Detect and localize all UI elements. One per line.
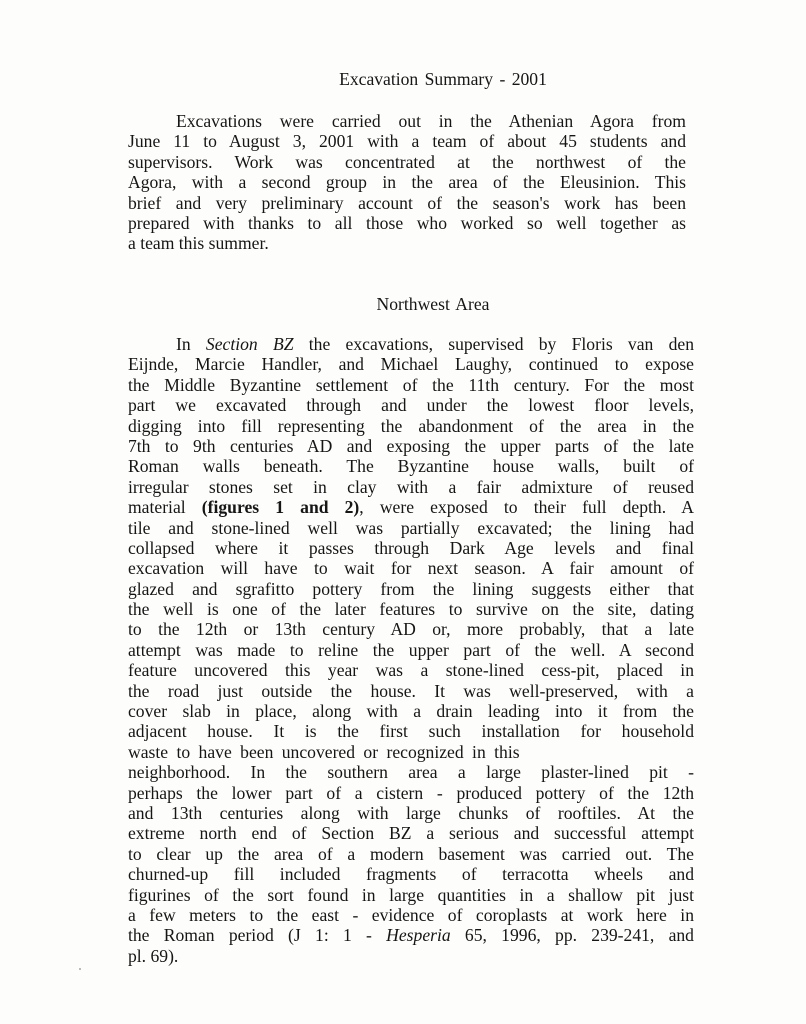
text-line: brief and very preliminary account of the season's work has been xyxy=(128,192,686,213)
italic-term: Section BZ xyxy=(205,334,294,354)
text-line: churned-up fill included fragments of terracotta wheels and xyxy=(128,864,694,885)
text-line: pl. 69). xyxy=(128,945,179,966)
text-line: excavation will have to wait for next season. A fair amount of xyxy=(128,558,694,579)
text-run: In xyxy=(176,334,206,354)
text-run: the excavations, supervised by Floris van den xyxy=(293,334,695,354)
scan-speck xyxy=(79,968,81,970)
text-line: a team this summer. xyxy=(128,233,269,254)
text-line: extreme north end of Section BZ a serious and successful attempt xyxy=(128,823,694,844)
text-line: cover slab in place, along with a drain leading into it from the xyxy=(128,701,694,722)
text-line: Roman walls beneath. The Byzantine house walls, built of xyxy=(128,456,694,477)
text-line xyxy=(128,497,694,517)
text-run: 65, 1996, pp. 239-241, and xyxy=(450,925,694,946)
text-line: collapsed where it passes through Dark Age levels and final xyxy=(128,537,694,558)
text-line: to clear up the area of a modern basement was carried out. The xyxy=(128,843,694,864)
text-line: the road just outside the house. It was well-preserved, with a xyxy=(128,680,694,701)
text-line: supervisors. Work was concentrated at the northwest of the xyxy=(128,151,686,172)
text-line xyxy=(128,334,694,354)
text-line xyxy=(128,925,694,945)
text-line: glazed and sgrafitto pottery from the lining suggests either that xyxy=(128,578,694,599)
text-line: adjacent house. It is the first such installation for household xyxy=(128,721,694,742)
text-line: neighborhood. In the southern area a large plaster-lined pit - xyxy=(128,762,694,783)
figure-reference: (figures 1 and 2) xyxy=(201,497,360,518)
text-line: a few meters to the east - evidence of coroplasts at work here in xyxy=(128,904,694,925)
text-line: irregular stones set in clay with a fair admixture of reused xyxy=(128,476,694,497)
section-heading: Northwest Area xyxy=(376,294,490,314)
text-line: June 11 to August 3, 2001 with a team of about 45 students and xyxy=(128,131,686,152)
text-line: the well is one of the later features to survive on the site, dating xyxy=(128,599,694,620)
text-line: Eijnde, Marcie Handler, and Michael Laughy, continued to expose xyxy=(128,354,694,375)
text-line: feature uncovered this year was a stone-lined cess-pit, placed in xyxy=(128,660,694,681)
text-line: 7th to 9th centuries AD and exposing the upper parts of the late xyxy=(128,435,694,456)
text-line: waste to have been uncovered or recognized in this xyxy=(128,741,520,762)
text-run: the Roman period (J 1: 1 - xyxy=(128,925,387,946)
body-paragraph xyxy=(128,334,694,966)
page-title: Excavation Summary - 2001 xyxy=(339,69,547,89)
text-line: and 13th centuries along with large chunks of rooftiles. At the xyxy=(128,802,694,823)
text-line: the Middle Byzantine settlement of the 11th century. For the most xyxy=(128,374,694,395)
intro-paragraph xyxy=(128,111,686,254)
text-line: to the 12th or 13th century AD or, more probably, that a late xyxy=(128,619,694,640)
text-line: tile and stone-lined well was partially excavated; the lining had xyxy=(128,517,694,538)
text-line: Excavations were carried out in the Athenian Agora from xyxy=(176,111,686,131)
text-line: prepared with thanks to all those who worked so well together as xyxy=(128,212,686,233)
journal-title: Hesperia xyxy=(386,925,451,946)
text-line: digging into fill representing the abandonment of the area in the xyxy=(128,415,694,436)
text-line: part we excavated through and under the lowest floor levels, xyxy=(128,395,694,416)
text-line: figurines of the sort found in large quantities in a shallow pit just xyxy=(128,884,694,905)
text-run: material xyxy=(128,497,202,518)
text-line: perhaps the lower part of a cistern - produced pottery of the 12th xyxy=(128,782,694,803)
text-line: Agora, with a second group in the area of the Eleusinion. This xyxy=(128,172,686,193)
text-run: , were exposed to their full depth. A xyxy=(359,497,694,518)
text-line: attempt was made to reline the upper part of the well. A second xyxy=(128,639,694,660)
